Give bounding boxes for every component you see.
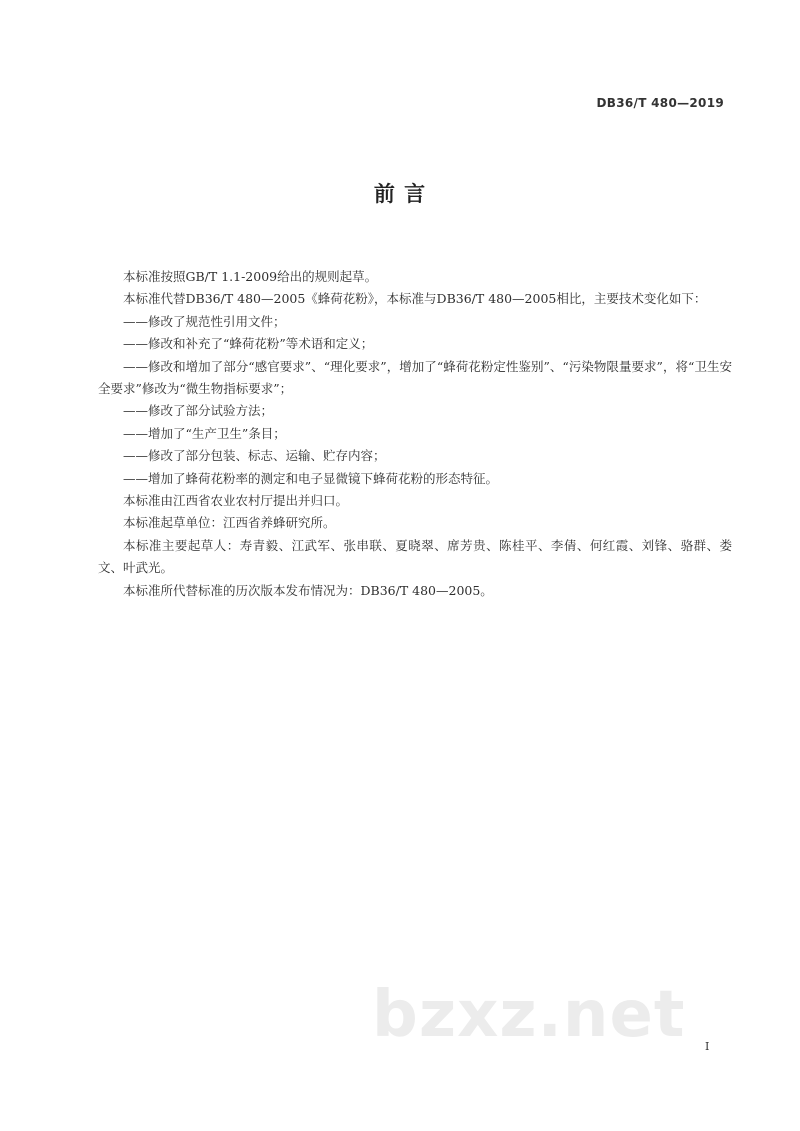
paragraph: 本标准起草单位：江西省养蜂研究所。: [123, 515, 336, 531]
paragraph: ——修改了规范性引用文件；: [123, 313, 286, 329]
paragraph: ——增加了“生产卫生”条目；: [123, 425, 286, 441]
paragraph: ——修改和增加了部分“感官要求”、“理化要求”，增加了“蜂荷花粉定性鉴别”、“污染物限量要求”，将“卫生安全要求”修改为“微生物指标要求”；: [98, 358, 732, 397]
paragraph: 本标准所代替标准的历次版本发布情况为：DB36/T 480—2005。: [123, 582, 493, 598]
paragraph: 本标准由江西省农业农村厅提出并归口。: [123, 493, 349, 509]
paragraph: ——增加了蜂荷花粉率的测定和电子显微镜下蜂荷花粉的形态特征。: [123, 470, 499, 486]
paragraph: 本标准代替DB36/T 480—2005《蜂荷花粉》，本标准与DB36/T 480—2005相比，主要技术变化如下：: [123, 291, 707, 307]
page-number: I: [705, 1040, 710, 1053]
paragraph: ——修改和补充了“蜂荷花粉”等术语和定义；: [123, 336, 374, 352]
paragraph: 本标准主要起草人：寿青毅、江武军、张串联、夏晓翠、席芳贵、陈桂平、李倩、何红霞、刘锋、骆群、娄文、叶武光。: [98, 537, 732, 576]
paragraph: ——修改了部分试验方法；: [123, 403, 274, 419]
page-title: 前 言: [373, 182, 427, 206]
watermark: bzxz.net: [372, 978, 686, 1052]
paragraph: 本标准按照GB/T 1.1-2009给出的规则起草。: [123, 269, 378, 284]
foreword-body: [98, 266, 732, 602]
paragraph: ——修改了部分包装、标志、运输、贮存内容；: [123, 448, 386, 464]
document-code: DB36/T 480—2019: [596, 96, 724, 110]
